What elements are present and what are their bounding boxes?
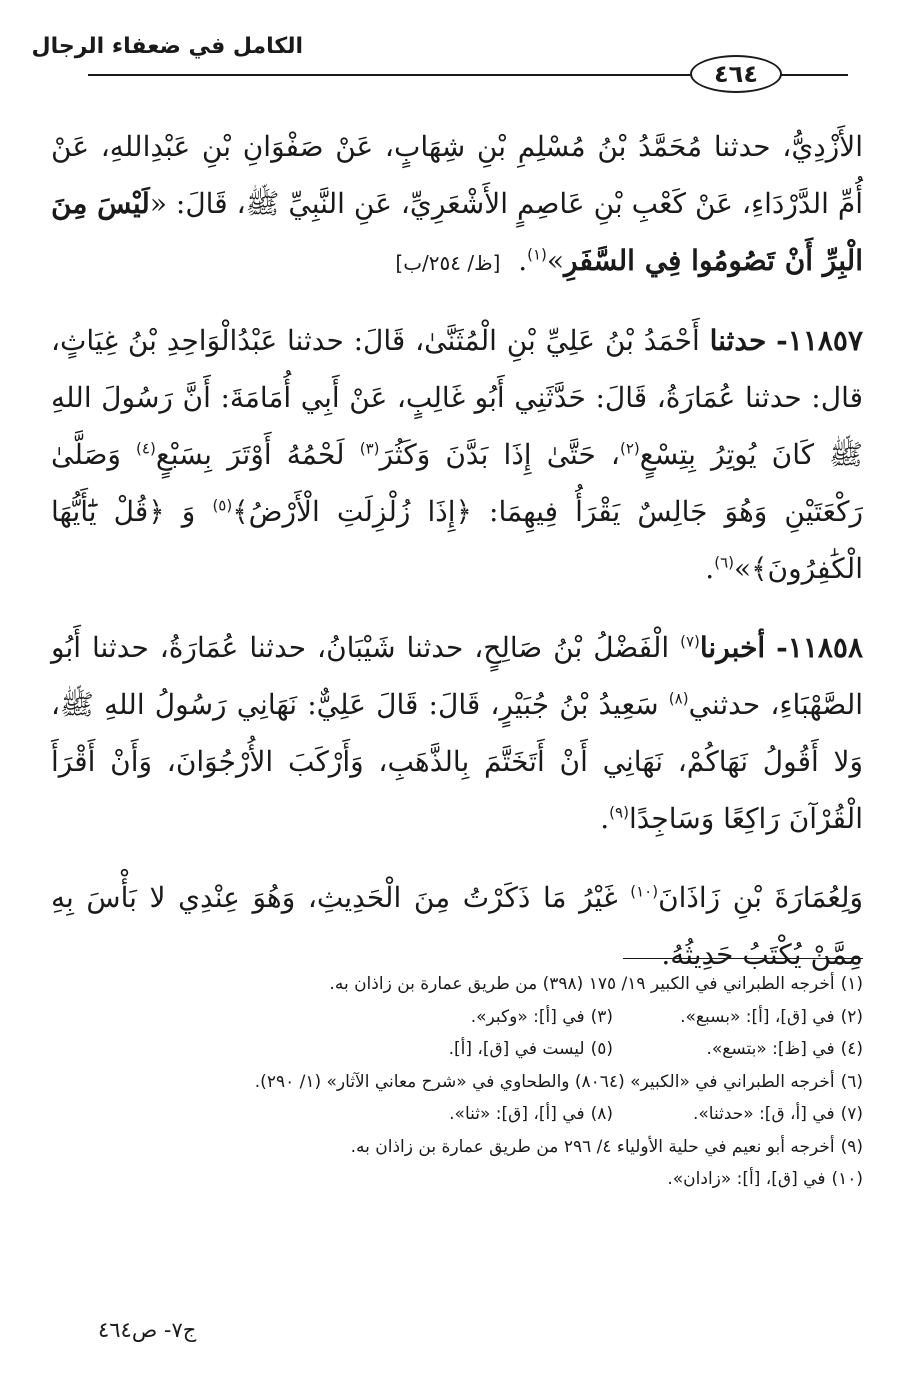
footnote-text: أخرجه الطبراني في الكبير ١٩/ ١٧٥ (٣٩٨) من طريق عمارة بن زاذان به. xyxy=(329,974,835,994)
footnote-line xyxy=(51,1098,863,1131)
footnote-text: في [ق]، [أ]: «زادان». xyxy=(667,1169,826,1189)
text-run: . xyxy=(600,802,610,835)
page-number: ٤٦٤ xyxy=(714,60,758,88)
paragraph-4 xyxy=(51,869,863,983)
footnote-rule xyxy=(623,958,863,959)
hadith-text: لَيْسَ مِنَ الْبِرِّ أَنْ تَصُومُوا فِي السَّفَرِ xyxy=(51,187,863,277)
text-run: لَحْمُهُ أَوْتَرَ بِسَبْعٍ xyxy=(155,438,345,471)
footnote-9 xyxy=(351,1131,863,1164)
footnote-text: أخرجه الطبراني في «الكبير» (٨٠٦٤) والطحاوي في «شرح معاني الآثار» (١/ ٢٩٠). xyxy=(254,1071,835,1092)
footnote-marker[interactable]: (٩) xyxy=(609,803,629,822)
footnote-text: في [أ، ق]: «حدثنا». xyxy=(693,1104,835,1124)
footnote-2 xyxy=(613,1001,863,1034)
footnote-marker[interactable]: (٥) xyxy=(212,496,233,515)
footnote-8 xyxy=(449,1098,613,1131)
hadith-number: ١١٨٥٨- xyxy=(776,631,863,664)
footnote-text: في [ظ]: «بتسع». xyxy=(706,1039,835,1059)
text-run: وَلِعُمَارَةَ بْنِ زَاذَانَ xyxy=(658,881,863,914)
hadith-number: ١١٨٥٧- xyxy=(776,324,863,357)
footnote-mark: (٦) xyxy=(840,1071,863,1092)
footnote-text: في [أ]، [ق]: «ثنا». xyxy=(449,1104,585,1124)
footnote-7 xyxy=(613,1098,863,1131)
footnotes xyxy=(51,968,863,1196)
footnote-line xyxy=(51,1131,863,1164)
footnote-6 xyxy=(255,1066,863,1099)
narration-keyword: حدثنا xyxy=(709,324,767,357)
footnote-marker[interactable]: (٨) xyxy=(668,689,689,708)
footnote-5 xyxy=(449,1033,613,1066)
text-run: . xyxy=(518,244,528,277)
narration-keyword: أخبرنا xyxy=(699,631,766,664)
text-run: » xyxy=(546,244,565,277)
volume-page-stamp: ج٧- ص٤٦٤ xyxy=(98,1318,197,1342)
footnote-marker[interactable]: (١) xyxy=(527,245,547,264)
main-text xyxy=(51,118,863,983)
footnote-marker[interactable]: (٧) xyxy=(680,632,700,651)
footnote-mark: (٩) xyxy=(840,1136,863,1157)
footnote-line xyxy=(51,1163,863,1196)
text-run: الْفَضْلُ بْنُ صَالِحٍ، حدثنا شَيْبَانُ، حدثنا عُمَارَةُ، حدثنا أَبُو الصَّهْبَاءِ، حدثني xyxy=(51,631,864,721)
paragraph-2 xyxy=(51,312,863,597)
footnote-1 xyxy=(329,968,863,1001)
text-run: غَيْرُ مَا ذَكَرْتُ مِنَ الْحَدِيثِ، وَهُوَ عِنْدِي لا بَأْسَ بِهِ مِمَّنْ يُكْتَبُ حَدِيثُهُ. xyxy=(51,881,863,971)
footnote-marker[interactable]: (٢) xyxy=(619,439,640,458)
text-run: . xyxy=(705,552,715,585)
manuscript-ref: [ظ/ ٢٥٤/ب] xyxy=(395,251,501,275)
footnote-text: في [ق]، [أ]: «بسبع». xyxy=(680,1006,835,1027)
footnote-line xyxy=(51,968,863,1001)
text-run: سَعِيدُ بْنُ جُبَيْرٍ، قَالَ: قَالَ عَلِيٌّ: نَهَانِي رَسُولُ اللهِ ﷺ، وَلا أَقُولُ نَهَاكُمْ، نَهَانِي أَنْ أَتَخَتَّمَ بِالذَّهَبِ، وَأَرْكَبَ الأُرْجُوَانَ، وَأَنْ أَقْرَأَ الْقُرْآنَ رَاكِعًا وَسَاجِدًا xyxy=(51,688,863,835)
footnote-line xyxy=(51,1033,863,1066)
footnote-marker[interactable]: (٤) xyxy=(136,439,156,458)
footnote-marker[interactable]: (١٠) xyxy=(630,882,659,901)
footnote-mark: (٢) xyxy=(840,1006,863,1027)
footnote-mark: (٣) xyxy=(590,1006,613,1027)
page-number-badge xyxy=(690,55,782,93)
footnote-mark: (٨) xyxy=(590,1104,613,1124)
text-run: وَصَلَّىٰ رَكْعَتَيْنِ وَهُوَ جَالِسٌ يَقْرَأُ فِيهِمَا: ﴿إِذَا زُلْزِلَتِ الْأَرْضُ﴾ xyxy=(51,438,864,528)
footnote-marker[interactable]: (٦) xyxy=(714,553,734,572)
footnote-text: في [أ]: «وكبر». xyxy=(470,1006,585,1027)
footnote-mark: (٧) xyxy=(840,1104,863,1124)
footnote-mark: (١٠) xyxy=(831,1169,863,1189)
footnote-line xyxy=(51,1066,863,1099)
footnote-text: أخرجه أبو نعيم في حلية الأولياء ٤/ ٢٩٦ من طريق عمارة بن زاذان به. xyxy=(350,1136,835,1157)
footnote-line xyxy=(51,1001,863,1034)
footnote-text: ليست في [ق]، [أ]. xyxy=(448,1039,585,1059)
paragraph-1 xyxy=(51,118,863,292)
text-run: أَحْمَدُ بْنُ عَلِيِّ بْنِ الْمُثَنَّىٰ، قَالَ: حدثنا عَبْدُالْوَاحِدِ بْنُ غِيَاثٍ، قال: حدثنا عُمَارَةُ، قَالَ: حَدَّثَنِي أَبُو غَالِبٍ، عَنْ أَبِي أُمَامَةَ: أَنَّ رَسُولَ اللهِ ﷺ كَانَ يُوتِرُ بِتِسْعٍ xyxy=(51,324,864,471)
footnote-mark: (١) xyxy=(840,974,863,994)
running-title: الكامل في ضعفاء الرجال xyxy=(31,34,303,59)
footnote-4 xyxy=(613,1033,863,1066)
paragraph-3 xyxy=(51,619,863,847)
footnote-10 xyxy=(667,1163,863,1196)
text-run: وَ ﴿قُلْ يَٰٓأَيُّهَا الْكَٰفِرُونَ﴾» xyxy=(51,495,863,585)
text-run: الأَزْدِيُّ، حدثنا مُحَمَّدُ بْنُ مُسْلِمِ بْنِ شِهَابٍ، عَنْ صَفْوَانِ بْنِ عَبْدِاللهِ، عَنْ أُمِّ الدَّرْدَاءِ، عَنْ كَعْبِ بْنِ عَاصِمٍ الأَشْعَرِيِّ، عَنِ النَّبِيِّ ﷺ، قَالَ: « xyxy=(51,130,863,220)
footnote-marker[interactable]: (٣) xyxy=(359,439,380,458)
text-run: ، حَتَّىٰ إِذَا بَدَّنَ وَكَثُرَ xyxy=(379,438,620,471)
footnote-mark: (٥) xyxy=(590,1039,613,1059)
footnote-mark: (٤) xyxy=(840,1039,863,1059)
footnote-3 xyxy=(471,1001,613,1034)
